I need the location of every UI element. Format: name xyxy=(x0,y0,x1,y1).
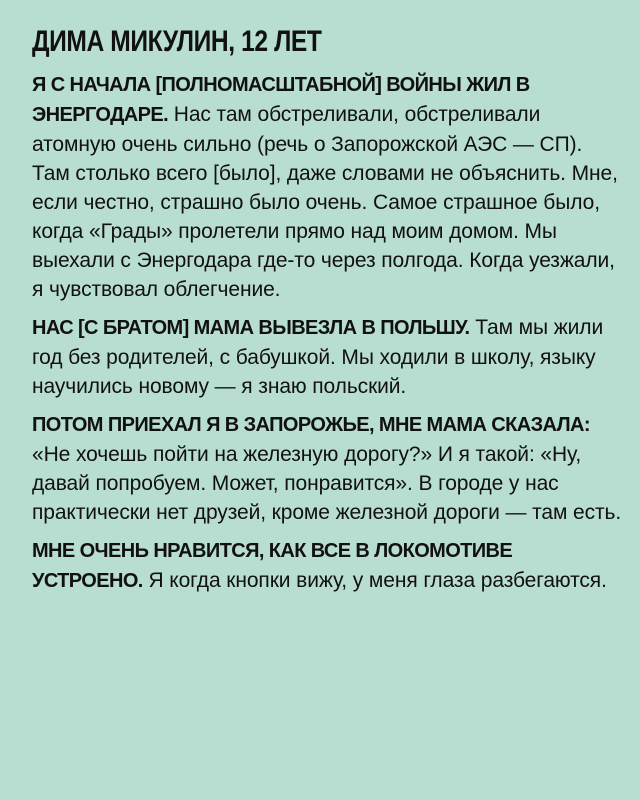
paragraph-2 xyxy=(32,313,622,401)
paragraph-text: Нас там обстреливали, обстреливали атомную очень сильно (речь о Запорожской АЭС — СП). Там столько всего [было], даже словами не объяснить. Мне, если честно, страшно было очень. Самое страшное было, когда «Грады» пролетели прямо над моим домом. Мы выехали с Энергодара где-то через полгода. Когда уезжали, я чувствовал облегчение. xyxy=(32,103,618,301)
paragraph-lead: НАС [С БРАТОМ] МАМА ВЫВЕЗЛА В ПОЛЬШУ. xyxy=(32,317,470,339)
paragraph-lead: ПОТОМ ПРИЕХАЛ Я В ЗАПОРОЖЬЕ, МНЕ МАМА СКАЗАЛА: xyxy=(32,414,590,436)
paragraph-4 xyxy=(32,536,622,596)
paragraph-text: Я когда кнопки вижу, у меня глаза разбегаются. xyxy=(142,569,607,592)
paragraph-1 xyxy=(32,70,622,304)
paragraph-text: «Не хочешь пойти на железную дорогу?» И я такой: «Ну, давай попробуем. Может, понравится». В городе у нас практически нет друзей, кроме железной дороги — там есть. xyxy=(32,443,622,524)
paragraph-lead: Я С НАЧАЛА [ПОЛНОМАСШТАБНОЙ] ВОЙНЫ ЖИЛ В ЭНЕРГОДАРЕ. xyxy=(32,74,530,126)
paragraph-3 xyxy=(32,410,622,527)
page-title: ДИМА МИКУЛИН, 12 ЛЕТ xyxy=(32,25,322,58)
article xyxy=(32,24,622,605)
paragraph-lead: МНЕ ОЧЕНЬ НРАВИТСЯ, КАК ВСЕ В ЛОКОМОТИВЕ УСТРОЕНО. xyxy=(32,540,513,592)
paragraph-text: Там мы жили год без родителей, с бабушкой. Мы ходили в школу, языку научились новому — я знаю польский. xyxy=(32,316,604,398)
